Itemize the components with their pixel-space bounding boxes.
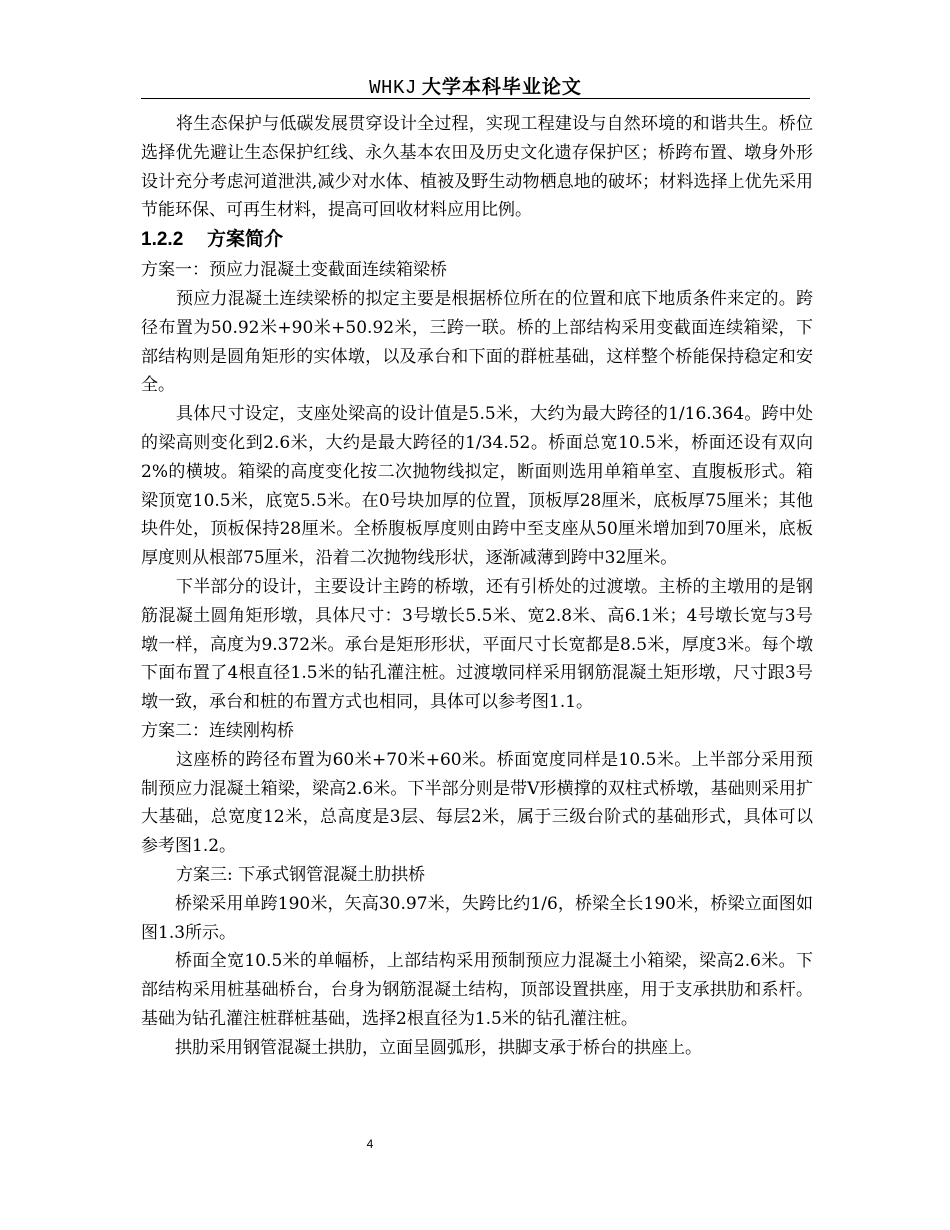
paragraph-eco: 将生态保护与低碳发展贯穿设计全过程，实现工程建设与自然环境的和谐共生。桥位选择优先避让生态保护红线、永久基本农田及历史文化遗存保护区；桥跨布置、墩身外形设计充分考虑河道泄洪,减少对水体、植被及野生动物栖息地的破坏；材料选择上优先采用节能环保、可再生材料，提高可回收材料应用比例。 (141, 114, 813, 221)
scheme3-title: 方案三: 下承式钢管混凝土肋拱桥 (176, 864, 426, 885)
paragraph-scheme1-intro: 预应力混凝土连续梁桥的拟定主要是根据桥位所在的位置和底下地质条件来定的。跨径布置为50.92米+90米+50.92米，三跨一联。桥的上部结构采用变截面连续箱梁，下部结构则是圆角矩形的实体墩，以及承台和下面的群桩基础，这样整个桥能保持稳定和安全。 (141, 288, 813, 396)
paragraph-scheme3-arch: 拱肋采用钢管混凝土拱肋，立面呈圆弧形，拱脚支承于桥台的拱座上。 (175, 1037, 702, 1058)
header-code: WHKJ (369, 77, 417, 99)
section-heading (141, 227, 813, 253)
scheme2-title: 方案二：连续刚构桥 (141, 720, 294, 741)
paragraph-scheme1-substructure: 下半部分的设计，主要设计主跨的桥墩，还有引桥处的过渡墩。主桥的主墩用的是钢筋混凝土圆角矩形墩，具体尺寸：3号墩长5.5米、宽2.8米、高6.1米；4号墩长宽与3号墩一样，高度为9.372米。承台是矩形形状，平面尺寸长宽都是8.5米，厚度3米。每个墩下面布置了4根直径1.5米的钻孔灌注桩。过渡墩同样采用钢筋混凝土矩形墩，尺寸跟3号墩一致，承台和桩的布置方式也相同，具体可以参考图1.1。 (141, 576, 813, 713)
page-number: 4 (366, 1137, 374, 1151)
paragraph-scheme2: 这座桥的跨径布置为60米+70米+60米。桥面宽度同样是10.5米。上半部分采用预制预应力混凝土箱梁，梁高2.6米。下半部分则是带V形横撑的双柱式桥墩，基础则采用扩大基础，总宽度12米，总高度是3层、每层2米，属于三级台阶式的基础形式，具体可以参考图1.2。 (141, 749, 813, 857)
header-title: 大学本科毕业论文 (421, 76, 582, 98)
page-body (141, 110, 813, 1063)
page-header (141, 72, 810, 99)
section-title: 方案简介 (207, 229, 284, 251)
paragraph-scheme1-dimensions: 具体尺寸设定，支座处梁高的设计值是5.5米，大约为最大跨径的1/16.364。跨中处的梁高则变化到2.6米，大约是最大跨径的1/34.52。桥面总宽10.5米，桥面还设有双向2%的横坡。箱梁的高度变化按二次抛物线拟定，断面则选用单箱单室、直腹板形式。箱梁顶宽10.5米，底宽5.5米。在0号块加厚的位置，顶板厚28厘米，底板厚75厘米；其他块件处，顶板保持28厘米。全桥腹板厚度则由跨中至支座从50厘米增加到70厘米，底板厚度则从根部75厘米，沿着二次抛物线形状，逐渐减薄到跨中32厘米。 (141, 404, 813, 569)
scheme1-title: 方案一：预应力混凝土变截面连续箱梁桥 (141, 260, 447, 281)
paragraph-scheme3-deck: 桥面全宽10.5米的单幅桥，上部结构采用预制预应力混凝土小箱梁，梁高2.6米。下部结构采用桩基础桥台，台身为钢筋混凝土结构，顶部设置拱座，用于支承拱肋和系杆。 基础为钻孔灌注桩群桩基础，选择2根直径为1.5米的钻孔灌注桩。 (141, 951, 813, 1029)
paragraph-scheme3-span: 桥梁采用单跨190米，矢高30.97米，失跨比约1/6，桥梁全长190米，桥梁立面图如图1.3所示。 (141, 893, 813, 943)
section-number: 1.2.2 (141, 229, 184, 251)
